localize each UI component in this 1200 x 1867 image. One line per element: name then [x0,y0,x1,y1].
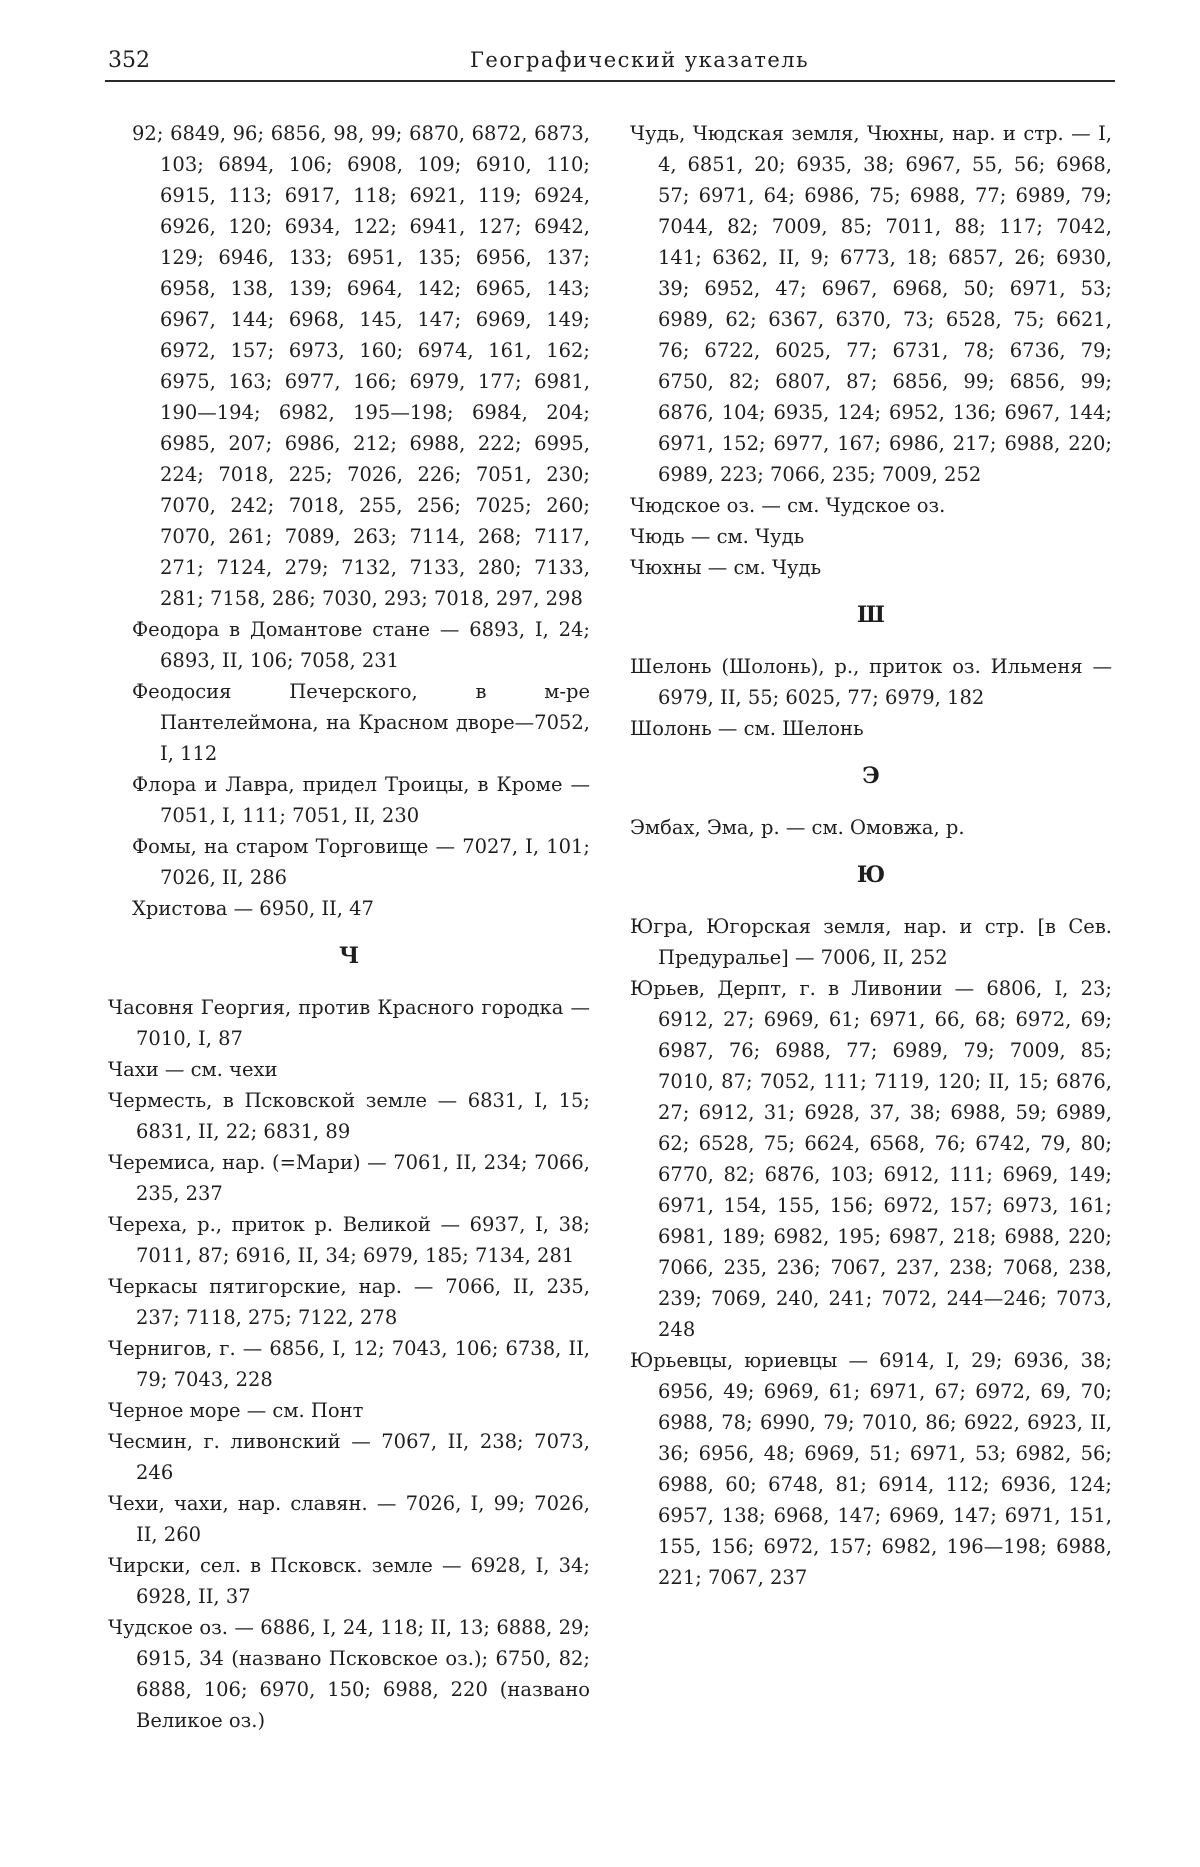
index-entry: Юрьев, Дерпт, г. в Ливонии — 6806, I, 23; 6912, 27; 6969, 61; 6971, 66, 68; 6972, 69; 6987, 76; 6988, 77; 6989, 79; 7009, 85; 7010, 87; 7052, 111; 7119, 120; II, 15; 6876, 27; 6912, 31; 6928, 37, 38; 6988, 59; 6989, 62; 6528, 75; 6624, 6568, 76; 6742, 79, 80; 6770, 82; 6876, 103; 6912, 111; 6969, 149; 6971, 154, 155, 156; 6972, 157; 6973, 161; 6981, 189; 6982, 195; 6987, 218; 6988, 220; 7066, 235, 236; 7067, 237, 238; 7068, 238, 239; 7069, 240, 241; 7072, 244—246; 7073, 248 [630,977,1112,1341]
index-entry: Чернигов, г. — 6856, I, 12; 7043, 106; 6738, II, 79; 7043, 228 [108,1337,590,1391]
page-header [0,0,1200,85]
index-entry: Феодора в Домантове стане — 6893, I, 24; 6893, II, 106; 7058, 231 [132,618,590,672]
index-entry: Чюдское оз. — см. Чудское оз. [630,494,946,517]
section-letter-e: Э [862,763,880,789]
index-entry: Юрьевцы, юриевцы — 6914, I, 29; 6936, 38; 6956, 49; 6969, 61; 6971, 67; 6972, 69, 70; 6988, 78; 6990, 79; 7010, 86; 6922, 6923, II, 36; 6956, 48; 6969, 51; 6971, 53; 6982, 56; 6988, 60; 6748, 81; 6914, 112; 6936, 124; 6957, 138; 6968, 147; 6969, 147; 6971, 151, 155, 156; 6972, 157; 6982, 196—198; 6988, 221; 7067, 237 [630,1349,1112,1589]
index-entry: Христова — 6950, II, 47 [132,897,374,920]
index-entry: Чюхны — см. Чудь [630,556,822,579]
section-letter-yu: Ю [856,862,886,888]
index-entry: Фомы, на старом Торговище — 7027, I, 101; 7026, II, 286 [132,835,590,889]
index-entry: Чесмин, г. ливонский — 7067, II, 238; 7073, 246 [108,1430,590,1484]
index-entry: Череха, р., приток р. Великой — 6937, I, 38; 7011, 87; 6916, II, 34; 6979, 185; 7134, 281 [108,1213,590,1267]
index-entry: Чудское оз. — 6886, I, 24, 118; II, 13; 6888, 29; 6915, 34 (названо Псковское оз.); 6750, 82; 6888, 106; 6970, 150; 6988, 220 (названо Великое оз.) [108,1616,590,1732]
index-entry: Чахи — см. чехи [108,1058,278,1081]
index-entry: Шолонь — см. Шелонь [630,717,864,740]
index-entry: Чюдь — см. Чудь [630,525,805,548]
index-entry: Черемиса, нар. (=Мари) — 7061, II, 234; 7066, 235, 237 [108,1151,590,1205]
index-entry: Чудь, Чюдская земля, Чюхны, нар. и стр. — I, 4, 6851, 20; 6935, 38; 6967, 55, 56; 6968, 57; 6971, 64; 6986, 75; 6988, 77; 6989, 79; 7044, 82; 7009, 85; 7011, 88; 117; 7042, 141; 6362, II, 9; 6773, 18; 6857, 26; 6930, 39; 6952, 47; 6967, 6968, 50; 6971, 53; 6989, 62; 6367, 6370, 73; 6528, 75; 6621, 76; 6722, 6025, 77; 6731, 78; 6736, 79; 6750, 82; 6807, 87; 6856, 99; 6856, 99; 6876, 104; 6935, 124; 6952, 136; 6967, 144; 6971, 152; 6977, 167; 6986, 217; 6988, 220; 6989, 223; 7066, 235; 7009, 252 [630,122,1112,486]
index-entry: Черкасы пятигорские, нар. — 7066, II, 235, 237; 7118, 275; 7122, 278 [108,1275,590,1329]
index-entry: Югра, Югорская земля, нар. и стр. [в Сев. Предуралье] — 7006, II, 252 [630,915,1112,969]
left-column [108,118,590,1736]
index-entry: Черместь, в Псковской земле — 6831, I, 15; 6831, II, 22; 6831, 89 [108,1089,590,1143]
index-entry: Эмбах, Эма, р. — см. Омовжа, р. [630,816,965,839]
index-entry: Чирски, сел. в Псковск. земле — 6928, I, 34; 6928, II, 37 [108,1554,590,1608]
index-entry: Черное море — см. Понт [108,1399,364,1422]
index-entry: Часовня Георгия, против Красного городка — 7010, I, 87 [108,996,590,1050]
index-entry: Флора и Лавра, придел Троицы, в Кроме — 7051, I, 111; 7051, II, 230 [132,773,590,827]
index-entry: Феодосия Печерского, в м-ре Пантелеймона, на Красном дворе—7052, I, 112 [132,680,590,765]
right-column [630,118,1112,1593]
index-entry-continuation: 92; 6849, 96; 6856, 98, 99; 6870, 6872, 6873, 103; 6894, 106; 6908, 109; 6910, 110; 6915, 113; 6917, 118; 6921, 119; 6924, 6926, 120; 6934, 122; 6941, 127; 6942, 129; 6946, 133; 6951, 135; 6956, 137; 6958, 138, 139; 6964, 142; 6965, 143; 6967, 144; 6968, 145, 147; 6969, 149; 6972, 157; 6973, 160; 6974, 161, 162; 6975, 163; 6977, 166; 6979, 177; 6981, 190—194; 6982, 195—198; 6984, 204; 6985, 207; 6986, 212; 6988, 222; 6995, 224; 7018, 225; 7026, 226; 7051, 230; 7070, 242; 7018, 255, 256; 7025; 260; 7070, 261; 7089, 263; 7114, 268; 7117, 271; 7124, 279; 7132, 7133, 280; 7133, 281; 7158, 286; 7030, 293; 7018, 297, 298 [132,122,590,610]
running-title: Географический указатель [470,48,810,72]
header-rule [105,80,1115,82]
section-letter-ch: Ч [338,943,360,969]
index-entry: Чехи, чахи, нар. славян. — 7026, I, 99; 7026, II, 260 [108,1492,590,1546]
index-entry: Шелонь (Шолонь), р., приток оз. Ильменя — 6979, II, 55; 6025, 77; 6979, 182 [630,655,1112,709]
page-number: 352 [108,48,150,73]
section-letter-sh: Ш [857,602,885,628]
